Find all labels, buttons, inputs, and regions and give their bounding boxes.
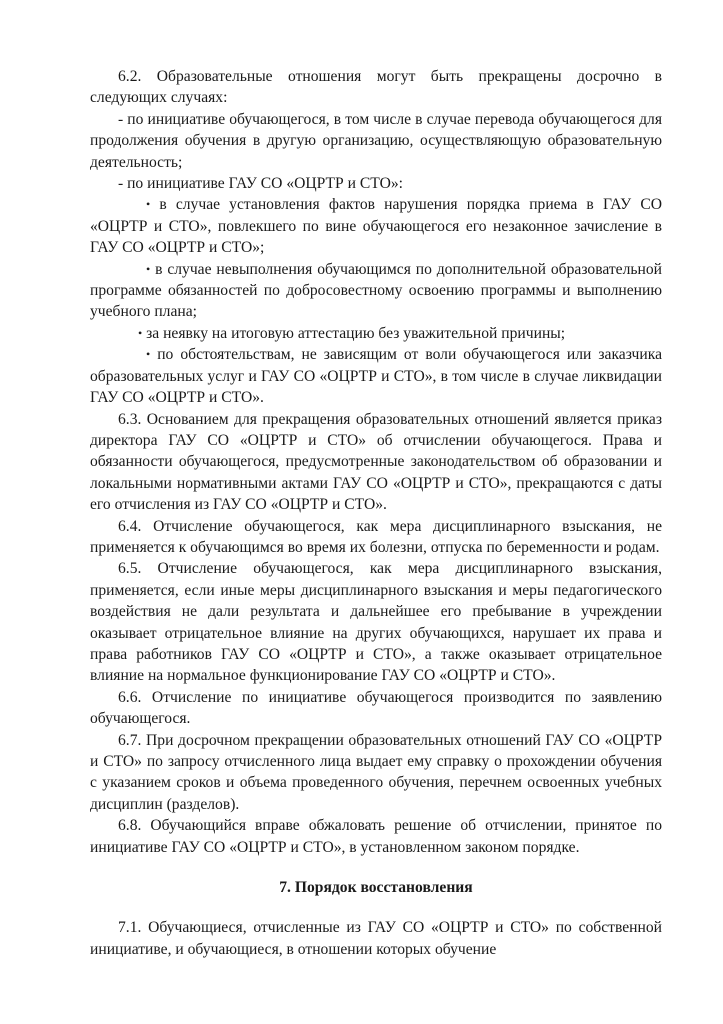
paragraph-6-2-initiative-org: - по инициативе ГАУ СО «ОЦРТР и СТО»: [118,175,403,193]
paragraph-6-4: 6.4. Отчисление обучающегося, как мера дисциплинарного взыскания, не применяется к обучающимся во время их болезни, отпуска по беременности и родам. [90,517,662,556]
document-page [90,66,662,960]
paragraph-6-5: 6.5. Отчисление обучающегося, как мера дисциплинарного взыскания, применяется, если иные меры дисциплинарного взыскания и меры педагогического воздействия не дали результата и дальнейшее его пребывание в учреждении оказывает отрицательное влияние на других обучающихся, нарушает их права и права работников ГАУ СО «ОЦРТР и СТО», а также оказывает отрицательное влияние на нормальное функционирование ГАУ СО «ОЦРТР и СТО». [90,560,662,685]
bullet-icon: • [146,197,151,212]
paragraph-7-1: 7.1. Обучающиеся, отчисленные из ГАУ СО «ОЦРТР и СТО» по собственной инициативе, и обучающиеся, в отношении которых обучение [90,919,662,958]
bullet-item-admission-violation: • в случае установления фактов нарушения порядка приема в ГАУ СО «ОЦРТР и СТО», повлекшего по вине обучающегося его незаконное зачисление в ГАУ СО «ОЦРТР и СТО»; [90,196,662,257]
paragraph-6-8: 6.8. Обучающийся вправе обжаловать решение об отчислении, принятое по инициативе ГАУ СО «ОЦРТР и СТО», в установленном законом порядке. [90,817,662,856]
paragraph-6-6: 6.6. Отчисление по инициативе обучающегося производится по заявлению обучающегося. [90,688,662,728]
bullet-icon: • [146,347,151,362]
section-heading: 7. Порядок восстановления [279,879,473,897]
paragraph-6-2: 6.2. Образовательные отношения могут быть прекращены досрочно в следующих случаях: [90,68,662,107]
bullet-item-nonfulfillment: • в случае невыполнения обучающимся по дополнительной образовательной программе обязанностей по добросовестному освоению программы и выполнению учебного плана; [90,260,662,321]
paragraph-6-7: 6.7. При досрочном прекращении образовательных отношений ГАУ СО «ОЦРТР и СТО» по запросу отчисленного лица выдает ему справку о прохождении обучения с указанием сроков и объема проведенного обучения, перечнем освоенных учебных дисциплин (разделов). [90,731,662,813]
paragraph-6-2-initiative-student: - по инициативе обучающегося, в том числе в случае перевода обучающегося для продолжения обучения в другую организацию, осуществляющую образовательную деятельность; [90,110,662,171]
bullet-icon: • [146,261,151,276]
paragraph-6-3: 6.3. Основанием для прекращения образовательных отношений является приказ директора ГАУ СО «ОЦРТР и СТО» об отчислении обучающегося. Права и обязанности обучающегося, предусмотренные законодательством об образовании и локальными нормативными актами ГАУ СО «ОЦРТР и СТО», прекращаются с даты его отчисления из ГАУ СО «ОЦРТР и СТО». [90,410,662,514]
bullet-item-circumstances: • по обстоятельствам, не зависящим от воли обучающегося или заказчика образовательных услуг и ГАУ СО «ОЦРТР и СТО», в том числе в случае ликвидации ГАУ СО «ОЦРТР и СТО». [90,346,662,407]
bullet-item-absence: • за неявку на итоговую аттестацию без уважительной причины; [90,323,662,344]
bullet-icon: • [138,325,143,340]
